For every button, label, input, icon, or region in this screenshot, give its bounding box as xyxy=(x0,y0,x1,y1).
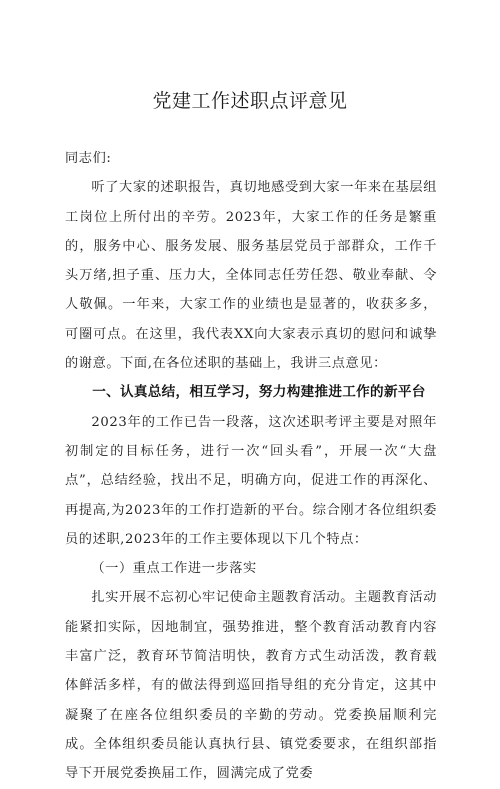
paragraph-key-work: 扎实开展不忘初心牢记使命主题教育活动。主题教育活动能紧扣实际，因地制宜，强势推进，整个教育活动教育内容丰富广泛，教育环节简洁明快，教育方式生动活泼，教育载体鲜活多样，有的做法得到巡回指导组的充分肯定，这其中凝聚了在座各位组织委员的辛勤的劳动。党委换届顺利完成。全体组织委员能认真执行县、镇党委要求，在组织部指导下开展党委换届工作，圆满完成了党委 xyxy=(65,590,437,782)
document-title: 党建工作述职点评意见 xyxy=(152,90,348,112)
paragraph-intro: 听了大家的述职报告，真切地感受到大家一年来在基层组工岗位上所付出的辛劳。2023年，大家工作的任务是繁重的，服务中心、服务发展、服务基层党员于部群众，工作千头万绪,担子重、压力大，全体同志任劳任怨、敬业奉献、令人敬佩。一年来，大家工作的业绩也是显著的，收获多多，可圈可点。在这里，我代表XX向大家表示真切的慰问和诚挚的谢意。下面,在各位述职的基础上，我讲三点意见： xyxy=(65,180,437,372)
salutation: 同志们: xyxy=(65,151,112,166)
paragraph-summary: 2023年的工作已告一段落，这次述职考评主要是对照年初制定的目标任务，进行一次“回头看”，开展一次“大盘点”，总结经验，找出不足，明确方向，促进工作的再深化、再提高,为2023年的工作打造新的平台。综合刚才各位组织委员的述职,2023年的工作主要体现以下几个特点： xyxy=(65,414,437,547)
section-heading-1: 一、认真总结，相互学习，努力构建推进工作的新平台 xyxy=(92,384,426,401)
subsection-heading-1: （一）重点工作进一步落实 xyxy=(91,561,257,577)
document-body xyxy=(65,144,437,789)
